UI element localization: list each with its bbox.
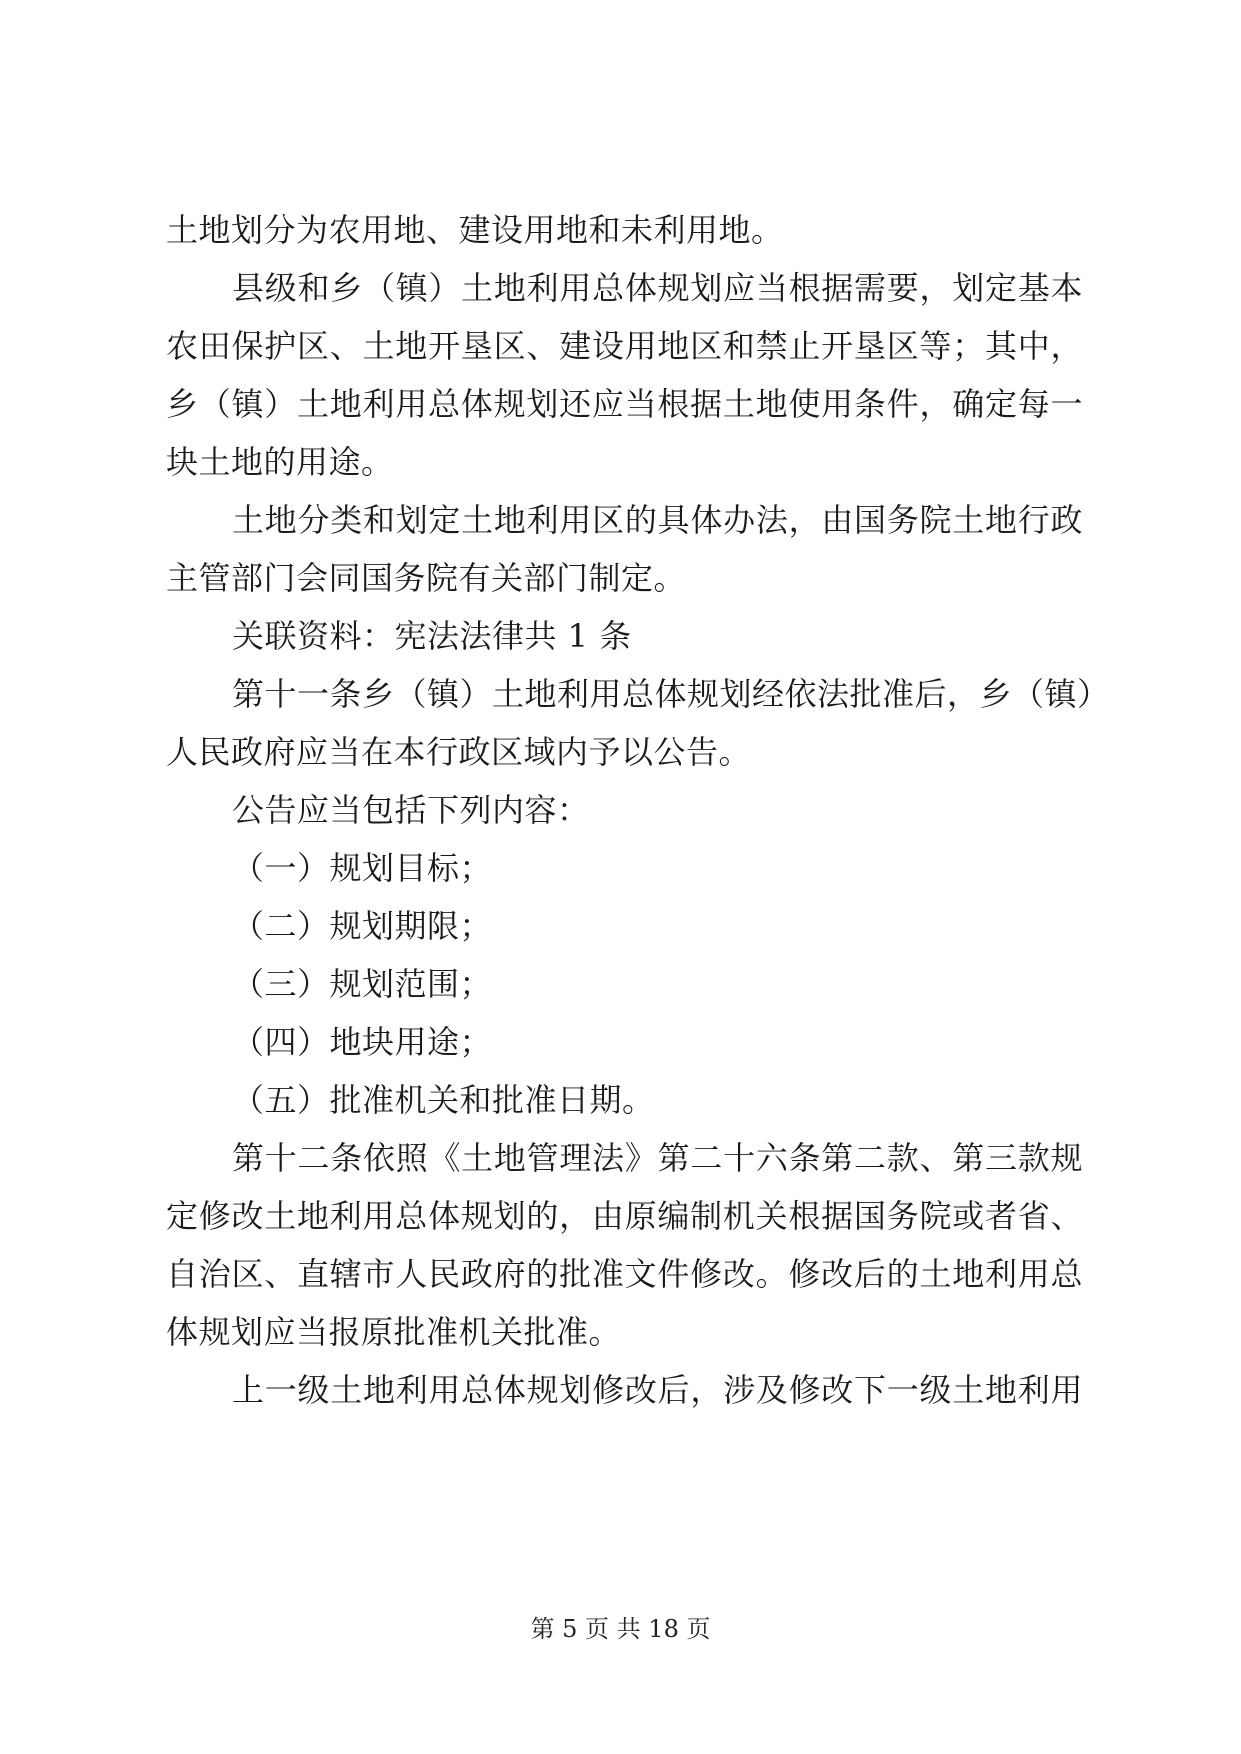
- list-item: （一）规划目标；: [232, 849, 493, 887]
- text-line: 自治区、直辖市人民政府的批准文件修改。修改后的土地利用总: [166, 1255, 1083, 1293]
- text-line: 关联资料：宪法法律共 1 条: [232, 617, 632, 655]
- list-item: （五）批准机关和批准日期。: [232, 1081, 655, 1119]
- text-line: 体规划应当报原批准机关批准。: [166, 1313, 622, 1351]
- text-line: 县级和乡（镇）土地利用总体规划应当根据需要，划定基本: [232, 269, 1083, 307]
- text-line: 块土地的用途。: [166, 443, 394, 481]
- list-item: （三）规划范围；: [232, 965, 493, 1003]
- list-item: （四）地块用途；: [232, 1023, 493, 1061]
- text-line: 定修改土地利用总体规划的，由原编制机关根据国务院或者省、: [166, 1197, 1083, 1235]
- text-line: 第十一条乡（镇）土地利用总体规划经依法批准后，乡（镇）: [232, 675, 1110, 713]
- list-item: （二）规划期限；: [232, 907, 493, 945]
- page-number-footer: 第 5 页 共 18 页: [530, 1615, 711, 1643]
- text-line: 上一级土地利用总体规划修改后，涉及修改下一级土地利用: [232, 1371, 1083, 1409]
- text-line: 公告应当包括下列内容：: [232, 791, 590, 829]
- text-line: 第十二条依照《土地管理法》第二十六条第二款、第三款规: [232, 1139, 1083, 1177]
- text-line: 土地分类和划定土地利用区的具体办法，由国务院土地行政: [232, 501, 1083, 539]
- text-line: 农田保护区、土地开垦区、建设用地区和禁止开垦区等；其中，: [166, 327, 1083, 365]
- text-line: 乡（镇）土地利用总体规划还应当根据土地使用条件，确定每一: [166, 385, 1083, 423]
- text-line: 主管部门会同国务院有关部门制定。: [166, 559, 687, 597]
- text-line: 人民政府应当在本行政区域内予以公告。: [166, 733, 752, 771]
- text-line: 土地划分为农用地、建设用地和未利用地。: [166, 211, 784, 249]
